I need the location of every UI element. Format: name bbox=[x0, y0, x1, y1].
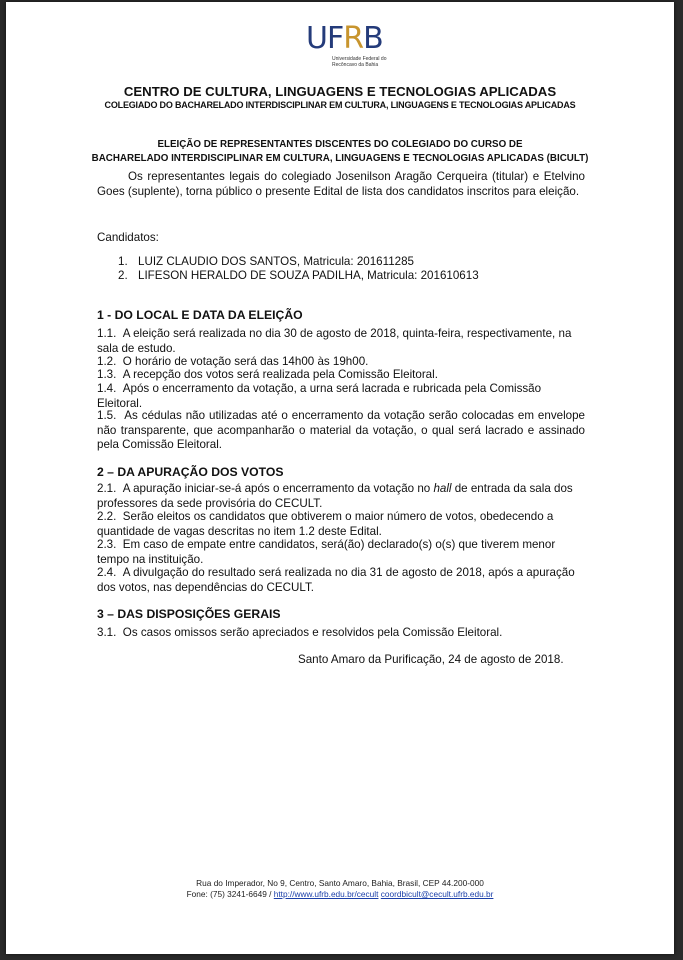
edital-title-line2: BACHARELADO INTERDISCIPLINAR EM CULTURA, LINGUAGENS E TECNOLOGIAS APLICADAS (BICULT) bbox=[91, 153, 589, 164]
section-item: 3.1. Os casos omissos serão apreciados e resolvidos pela Comissão Eleitoral. bbox=[97, 626, 503, 639]
section-3-title: 3 – DAS DISPOSIÇÕES GERAIS bbox=[97, 607, 281, 621]
edital-title-line1: ELEIÇÃO DE REPRESENTANTES DISCENTES DO COLEGIADO DO CURSO DE bbox=[157, 139, 523, 150]
signature-date: Santo Amaro da Purificação, 24 de agosto de 2018. bbox=[298, 653, 564, 666]
center-name: CENTRO DE CULTURA, LINGUAGENS E TECNOLOGIAS APLICADAS bbox=[123, 84, 557, 99]
section-2-title: 2 – DA APURAÇÃO DOS VOTOS bbox=[97, 465, 284, 479]
logo-subtitle: Universidade Federal do Recôncavo da Bahia bbox=[332, 56, 387, 68]
ufrb-logo bbox=[306, 21, 396, 76]
section-item: 1.2. O horário de votação será das 14h00 às 19h00. bbox=[97, 355, 369, 368]
section-item: 1.3. A recepção dos votos será realizada pela Comissão Eleitoral. bbox=[97, 368, 438, 381]
section-1-title: 1 - DO LOCAL E DATA DA ELEIÇÃO bbox=[97, 308, 303, 322]
section-item: 1.5. As cédulas não utilizadas até o encerramento da votação serão colocadas em envelope não transparente, que acompanharão o material da votação, o qual será lacrado e assinado pela Comissão Eleitoral. bbox=[97, 409, 585, 451]
website-link[interactable]: http://www.ufrb.edu.br/cecult bbox=[273, 889, 379, 899]
intro-paragraph: Os representantes legais do colegiado Josenilson Aragão Cerqueira (titular) e Etelvino Goes (suplente), torna público o presente Edital de lista dos candidatos inscritos para eleição. bbox=[97, 170, 585, 198]
section-item: 1.4. Após o encerramento da votação, a urna será lacrada e rubricada pela Comissão Eleitoral. bbox=[97, 382, 542, 410]
candidate-item: 2. LIFESON HERALDO DE SOUZA PADILHA, Matricula: 201610613 bbox=[118, 269, 479, 282]
footer-address: Rua do Imperador, No 9, Centro, Santo Amaro, Bahia, Brasil, CEP 44.200-000 bbox=[196, 878, 484, 888]
logo-wordmark: UFRB bbox=[306, 21, 383, 56]
section-item: 2.2. Serão eleitos os candidatos que obtiverem o maior número de votos, obedecendo a quantidade de vagas descritas no item 1.2 deste Edital. bbox=[97, 510, 554, 538]
candidates-label: Candidatos: bbox=[97, 231, 159, 244]
footer-contact: Fone: (75) 3241-6649 / http://www.ufrb.edu.br/cecult coordbicult@cecult.ufrb.edu.br bbox=[186, 889, 494, 899]
section-item: 2.3. Em caso de empate entre candidatos, será(ão) declarado(s) o(s) que tiverem menor tempo na instituição. bbox=[97, 538, 556, 566]
document-page bbox=[6, 2, 674, 954]
section-item: 2.4. A divulgação do resultado será realizada no dia 31 de agosto de 2018, após a apuração dos votos, nas dependências do CECULT. bbox=[97, 566, 575, 594]
section-item: 1.1. A eleição será realizada no dia 30 de agosto de 2018, quinta-feira, respectivamente, na sala de estudo. bbox=[97, 327, 572, 355]
section-item: 2.1. A apuração iniciar-se-á após o encerramento da votação no hall de entrada da sala dos professores da sede provisória do CECULT. bbox=[97, 482, 573, 510]
candidate-item: 1. LUIZ CLAUDIO DOS SANTOS, Matricula: 201611285 bbox=[118, 255, 414, 268]
colegiado-name: COLEGIADO DO BACHARELADO INTERDISCIPLINAR EM CULTURA, LINGUAGENS E TECNOLOGIAS APLICADAS bbox=[104, 100, 576, 110]
email-link[interactable]: coordbicult@cecult.ufrb.edu.br bbox=[380, 889, 494, 899]
